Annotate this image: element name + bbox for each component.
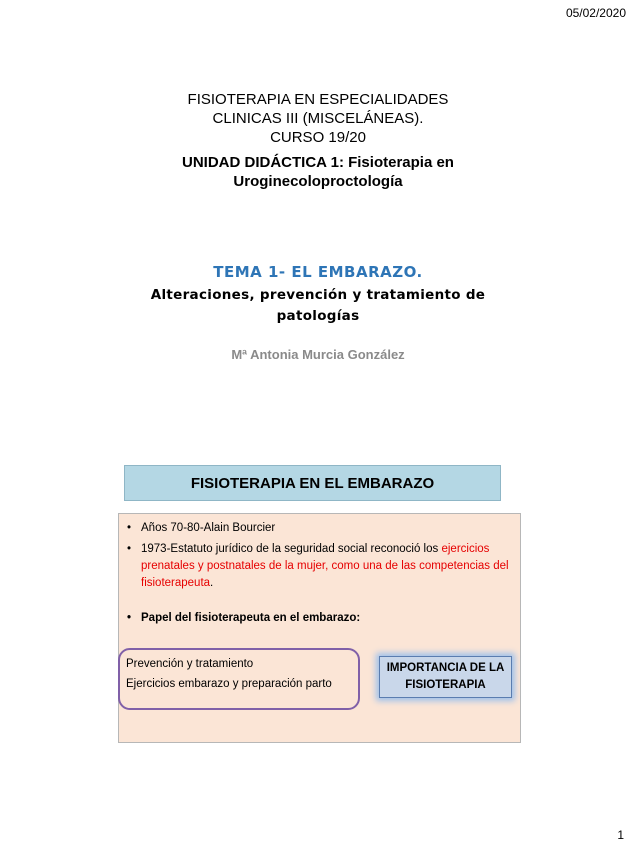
unit-title [0,153,636,191]
bullet-text: 1973-Estatuto jurídico de la seguridad social reconoció los [141,543,439,555]
unit-line-1: UNIDAD DIDÁCTICA 1: Fisioterapia en [182,154,454,171]
role-prevention: Prevención y tratamiento [126,658,254,670]
importance-line-2: FISIOTERAPIA [405,679,486,691]
unit-line-2: Uroginecoloproctología [233,173,403,190]
bullet-list [119,514,520,627]
page-number: 1 [617,828,624,842]
course-title [0,90,636,147]
course-line-2: CLINICAS III (MISCELÁNEAS). [212,110,424,127]
role-exercises: Ejercicios embarazo y preparación parto [126,678,332,690]
author-name: Mª Antonia Murcia González [231,347,405,362]
print-date: 05/02/2020 [565,6,626,20]
bullet-highlight: ejercicios prenatales y postnatales de la mujer, como una de las competencias del fisioterapeuta [141,543,509,589]
subtitle-line-2: patologías [276,308,360,324]
topic-title: TEMA 1- EL EMBARAZO. [213,263,423,281]
slide-title-banner: FISIOTERAPIA EN EL EMBARAZO [124,465,501,501]
importance-box [379,656,512,698]
course-line-1: FISIOTERAPIA EN ESPECIALIDADES [187,91,449,108]
importance-line-1: IMPORTANCIA DE LA [386,662,505,674]
bullet-icon: • [127,543,132,555]
bullet-text: Años 70-80-Alain Bourcier [141,522,276,534]
topic-subtitle [0,285,636,327]
bullet-item-history [125,520,510,537]
bullet-end: . [210,577,214,589]
bullet-text: Papel del fisioterapeuta en el embarazo: [141,612,361,624]
roles-box [118,648,360,710]
title-slide [0,90,636,362]
bullet-item-role [125,610,510,627]
subtitle-line-1: Alteraciones, prevención y tratamiento de [150,287,486,303]
bullet-icon: • [127,612,132,624]
bullet-icon: • [127,522,132,534]
course-line-3: CURSO 19/20 [270,129,366,146]
bullet-item-statute [125,541,510,592]
